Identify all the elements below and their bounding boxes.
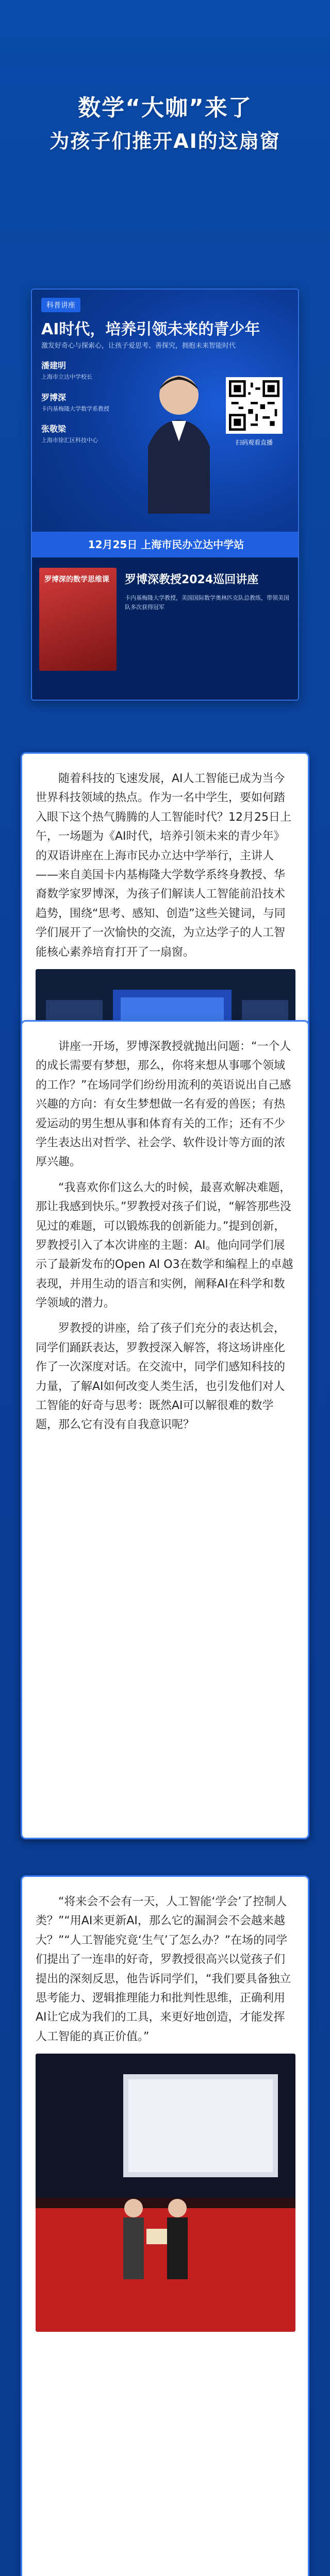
lecture-series-title: 罗博深教授2024巡回讲座: [125, 573, 259, 586]
speaker-name: 罗博深: [41, 392, 67, 402]
speaker-item: [41, 422, 144, 445]
poster-date-band: 12月25日 上海市民办立达中学站: [32, 532, 299, 557]
lecture-series-desc: 卡内基梅隆大学教授，美国国际数学奥林匹克队总教练，带领美国队多次获得冠军: [125, 595, 289, 611]
speaker-name: 潘建明: [41, 361, 67, 370]
headline-line-2: 为孩子们推开AI的这扇窗: [50, 130, 280, 153]
poster-subtitle: 激发好奇心与探索心，让孩子爱思考、善探究，拥抱未来智能时代: [41, 342, 236, 350]
poster-tag: 科普讲座: [41, 298, 80, 312]
qr-caption: 扫码观看直播: [235, 439, 273, 446]
book-cover: [39, 568, 117, 671]
paragraph: “我喜欢你们这么大的时候，最喜欢解决难题，那让我感到快乐。”罗教授对孩子们说，“解答那些没见过的难题，可以锻炼我的创新能力。”提到创新，罗教授引入了本次讲座的主题：AI。他向同学们展示了最新发布的Open AI O3在数学和编程上的卓越表现，并用生动的语言和实例，阐释AI在科学和数学领域的潜力。: [36, 1181, 293, 1310]
poster-title: AI时代，培养引领未来的青少年: [41, 320, 260, 338]
speaker-desc: 上海市立达中学校长: [41, 374, 92, 380]
poster-lower-section: [32, 557, 299, 701]
event-poster: [31, 289, 299, 701]
qr-code-icon: [226, 377, 283, 434]
speaker-item: [41, 391, 144, 414]
speaker-item: [41, 359, 144, 382]
speaker-name: 张敬梁: [41, 424, 67, 434]
headline: [0, 0, 330, 155]
headline-line-1: 数学“大咖”来了: [78, 95, 252, 121]
paragraph: 罗教授的讲座，给了孩子们充分的表达机会，同学们踊跃表达，罗教授深入解答，将这场讲座化作了一次深度对话。在交流中，同学们感知科技的力量，了解AI如何改变人类生活，也引发他们对人工智能的好奇与思考：既然AI可以解很难的数学题，那么它有没有自我意识呢？: [36, 1322, 286, 1432]
paragraph: “将来会不会有一天，人工智能‘学会’了控制人类？”“用AI来更新AI，那么它的漏洞会不会越来越大？”“人工智能究竟‘生气’了怎么办？”在场的同学们提出了一连串的好奇，罗教授很高兴以觉孩子们提出的深刻反思，他告诉同学们，“我们要具备独立思考能力、逻辑推理能力和批判性思维，正确利用AI让它成为我们的工具，来更好地创造，才能发挥人工智能的真正价值。”: [36, 1895, 291, 2043]
speaker-desc: 卡内基梅隆大学数学系教授: [41, 405, 109, 412]
article-card-discussion: [21, 1020, 309, 1839]
paragraph: 讲座一开场，罗博深教授就抛出问题：“一个人的成长需要有梦想，那么，你将来想从事哪个领域的工作？”在场同学们纷纷用流利的英语说出自己感兴趣的方向：有女生梦想做一名有爱的兽医；有热爱运动的男生想从事和体育有关的工作；还有不少学生表达出对哲学、社会学、软件设计等方面的浓厚兴趣。: [36, 1040, 291, 1169]
paragraph: 随着科技的飞速发展，AI人工智能已成为当今世界科技领域的热点。作为一名中学生，要如何踏入眼下这个热气腾腾的人工智能时代？12月25日上午，一场题为《AI时代，培养引领未来的青少年》的双语讲座在上海市民办立达中学举行，主讲人——来自美国卡内基梅隆大学数学系终身教授、华裔数学家罗博深，为孩子们解读人工智能前沿技术趋势，围绕“思考、感知、创造”这些关键词，与同学们展开了一次愉快的交流，为立达学子的人工智能核心素养培育打开了一扇窗。: [36, 772, 291, 959]
speaker-desc: 上海市徐汇区科技中心: [41, 437, 98, 444]
speaker-photo: [138, 359, 220, 514]
award-photo: [36, 2054, 295, 2332]
book-title: 罗博深的数学思维课: [44, 575, 109, 584]
article-card-qa: [21, 1875, 309, 2576]
poster-speakers: [41, 359, 144, 454]
stage-image: [36, 2054, 295, 2332]
